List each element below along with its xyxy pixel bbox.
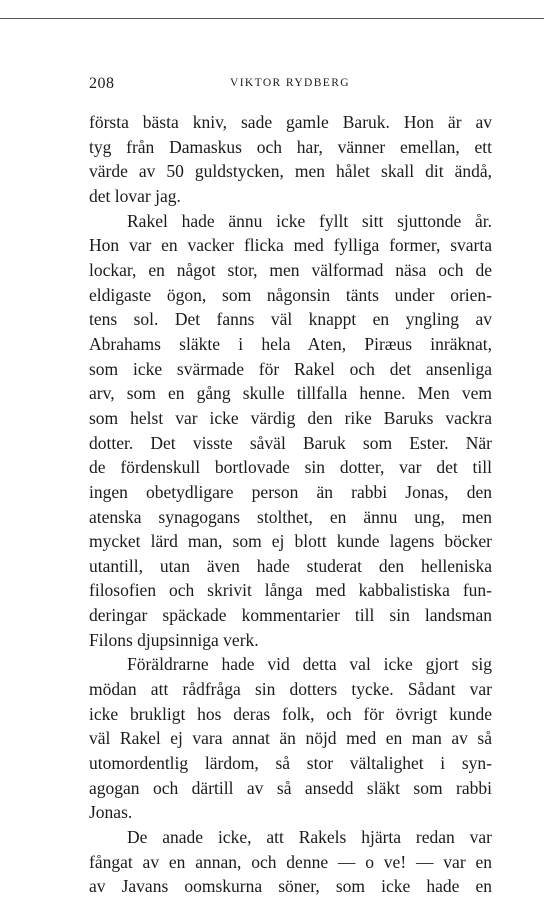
running-title: VIKTOR RYDBERG [229,77,351,89]
text-line: Jonas. [89,802,133,823]
text-line: Filons djupsinniga verk. [89,629,259,650]
page-number: 208 [89,75,115,92]
text-line: mycket lärd man, som ej blott kunde lagens böcker [89,531,492,552]
text-line: mödan att rådfråga sin dotters tycke. Sådant var [89,679,492,700]
text-line: lockar, en något stor, men välformad näsa och de [89,259,492,280]
text-line: arv, som en gång skulle tillfalla henne. Men vem [89,383,492,404]
text-line: agogan och därtill av så ansedd släkt som rabbi [89,777,492,798]
text-line: dotter. Det visste såväl Baruk som Ester. När [89,432,492,453]
text-line: tens sol. Det fanns väl knappt en yngling av [89,309,492,330]
text-line: värde av 50 guldstycken, men hålet skall dit ändå, [89,161,492,182]
text-line: Rakel hade ännu icke fyllt sitt sjuttonde år. [127,210,492,231]
text-line: väl Rakel ej vara annat än nöjd med en man av så [89,728,492,749]
text-line: eldigaste ögon, som någonsin tänts under orien- [89,284,492,305]
body-text [89,110,492,899]
text-line: första bästa kniv, sade gamle Baruk. Hon är av [89,112,492,132]
top-rule [0,18,544,19]
text-line: utomordentlig lärdom, så stor vältalighet i syn- [89,753,492,774]
text-line: filosofien och skrivit långa med kabbalistiska fun- [89,580,492,601]
text-line: utantill, utan även hade studerat den helleniska [89,555,492,576]
text-line: det lovar jag. [89,185,181,206]
text-line: deringar späckade kommentarier till sin landsman [89,605,492,626]
text-line: De anade icke, att Rakels hjärta redan var [127,827,492,848]
text-line: Abrahams släkte i hela Aten, Piræus inräknat, [89,333,492,354]
text-line: tyg från Damaskus och har, vänner emellan, ett [89,136,492,157]
text-line: som icke svärmade för Rakel och det ansenliga [89,358,492,379]
text-line: fångat av en annan, och denne — o ve! — var en [89,851,492,872]
text-line: atenska synagogans stolthet, en ännu ung, men [89,506,492,527]
text-line: Hon var en vacker flicka med fylliga former, svarta [89,235,492,256]
text-line: som helst var icke värdig den rike Baruks vackra [89,407,492,428]
text-line: de fördenskull bortlovade sin dotter, var det till [89,457,492,478]
text-line: Föräldrarne hade vid detta val icke gjort sig [127,654,492,675]
text-line: av Javans oomskurna söner, som icke hade en [89,876,492,897]
text-line: icke brukligt hos deras folk, och för övrigt kunde [89,703,492,724]
text-line: ingen obetydligare person än rabbi Jonas, den [89,481,492,502]
